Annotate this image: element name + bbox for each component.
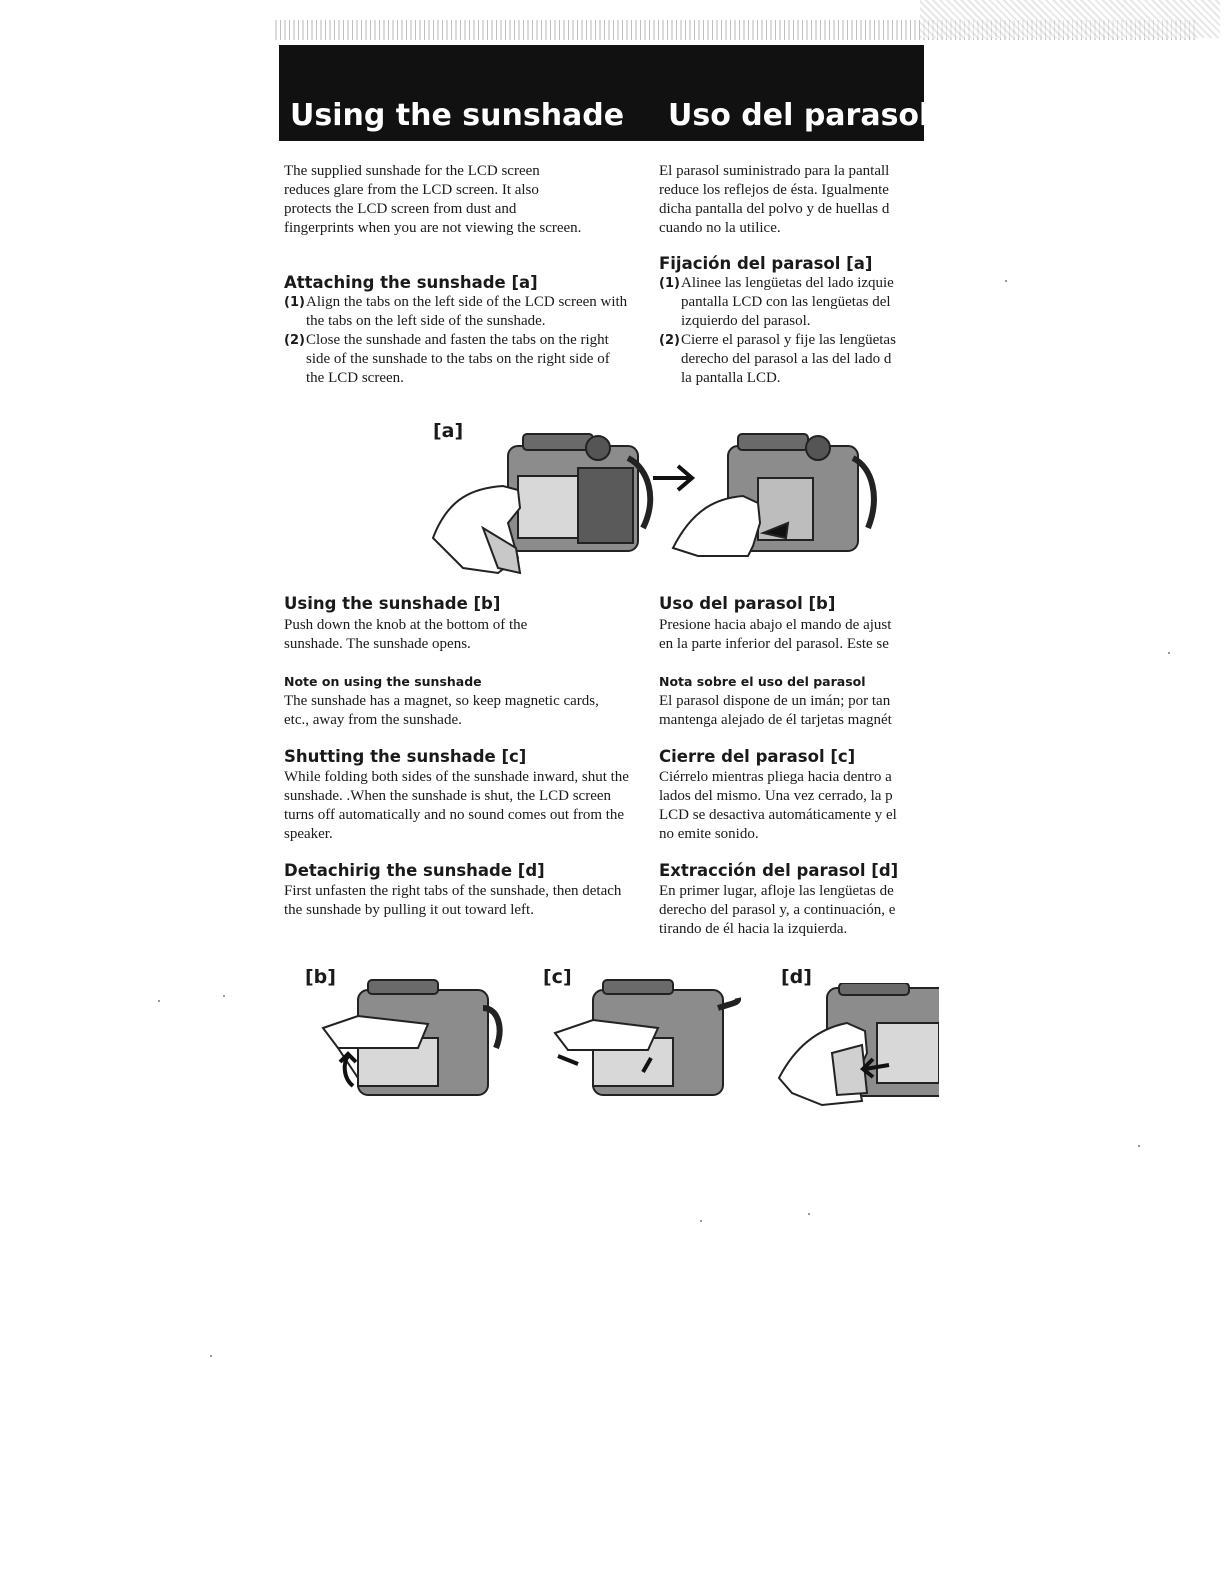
step-item bbox=[659, 274, 934, 331]
scan-speck bbox=[1005, 280, 1007, 282]
shut-heading-en: Shutting the sunshade [c] bbox=[284, 747, 527, 766]
scan-speck bbox=[1138, 1145, 1140, 1147]
text-line: pantalla LCD con las lengüetas del bbox=[681, 294, 891, 310]
step-number: (1) bbox=[284, 295, 305, 310]
text-line: izquierdo del parasol. bbox=[681, 313, 811, 329]
step-number: (2) bbox=[659, 333, 680, 348]
step-number: (1) bbox=[659, 276, 680, 291]
text-line: mantenga alejado de él tarjetas magnét bbox=[659, 712, 892, 728]
text-line: El parasol suministrado para la pantall bbox=[659, 163, 890, 179]
text-line: tirando de él hacia la izquierda. bbox=[659, 921, 848, 937]
intro-paragraph-en: The supplied sunshade for the LCD screen reduces glare from the LCD screen. It also protects the LCD screen from dust and fingerprints when you are not viewing the screen. bbox=[284, 163, 582, 236]
detach-heading-en: Detachirig the sunshade [d] bbox=[284, 861, 545, 880]
text-line: derecho del parasol y, a continuación, e bbox=[659, 902, 896, 918]
step-text: Close the sunshade and fasten the tabs on the right side of the sunshade to the tabs on the right side of the LCD screen. bbox=[306, 332, 610, 386]
intro-text-en bbox=[284, 162, 584, 238]
using-heading-en: Using the sunshade [b] bbox=[284, 594, 501, 613]
page-title-es: Uso del parasol bbox=[668, 98, 930, 133]
step-item bbox=[284, 293, 629, 331]
using-text-es bbox=[659, 616, 934, 654]
page-title-en: Using the sunshade bbox=[290, 98, 625, 133]
attach-heading-en: Attaching the sunshade [a] bbox=[284, 273, 538, 292]
step-number: (2) bbox=[284, 333, 305, 348]
text-line: dicha pantalla del polvo y de huellas d bbox=[659, 201, 890, 217]
figure-d-label: [d] bbox=[781, 966, 812, 988]
shut-text-es bbox=[659, 768, 934, 844]
figure-a-illustration bbox=[428, 428, 888, 576]
figure-b-label: [b] bbox=[305, 966, 336, 988]
scan-speck bbox=[223, 995, 225, 997]
step-text: Align the tabs on the left side of the LCD screen with the tabs on the left side of the sunshade. bbox=[306, 294, 628, 329]
figure-a-label: [a] bbox=[433, 420, 464, 442]
text-line: LCD se desactiva automáticamente y el bbox=[659, 807, 897, 823]
text-line: Ciérrelo mientras pliega hacia dentro a bbox=[659, 769, 892, 785]
detach-heading-es: Extracción del parasol [d] bbox=[659, 861, 899, 880]
text-line: derecho del parasol a las del lado d bbox=[681, 351, 892, 367]
using-heading-es: Uso del parasol [b] bbox=[659, 594, 836, 613]
scan-speck bbox=[808, 1213, 810, 1215]
text-line: reduce los reflejos de ésta. Igualmente bbox=[659, 182, 889, 198]
hand-illustration bbox=[779, 1023, 867, 1105]
hand-illustration bbox=[433, 486, 520, 573]
detach-text-es bbox=[659, 882, 934, 939]
figure-c-label: [c] bbox=[543, 966, 572, 988]
detach-text-en: First unfasten the right tabs of the sunshade, then detach the sunshade by pulling it out toward left. bbox=[284, 883, 622, 918]
camera-illustration bbox=[508, 434, 650, 551]
shut-text-en: While folding both sides of the sunshade inward, shut the sunshade. .When the sunshade is shut, the LCD screen turns off automatically and no sound comes out from the speaker. bbox=[284, 769, 629, 842]
text-line: Presione hacia abajo el mando de ajust bbox=[659, 617, 892, 633]
text-line: Alinee las lengüetas del lado izquie bbox=[681, 275, 894, 291]
arrow-icon bbox=[653, 466, 692, 490]
text-line: El parasol dispone de un imán; por tan bbox=[659, 693, 891, 709]
scan-speck bbox=[158, 1000, 160, 1002]
scan-speck bbox=[210, 1355, 212, 1357]
text-line: no emite sonido. bbox=[659, 826, 759, 842]
text-line: En primer lugar, afloje las lengüetas de bbox=[659, 883, 894, 899]
text-line: la pantalla LCD. bbox=[681, 370, 781, 386]
step-item bbox=[659, 331, 934, 388]
figure-d-illustration bbox=[777, 983, 939, 1108]
note-text-en: The sunshade has a magnet, so keep magnetic cards, etc., away from the sunshade. bbox=[284, 693, 599, 728]
scan-noise-corner bbox=[920, 0, 1220, 38]
attach-steps-en bbox=[284, 293, 629, 388]
intro-text-es bbox=[659, 162, 934, 238]
scan-speck bbox=[1168, 652, 1170, 654]
text-line: cuando no la utilice. bbox=[659, 220, 781, 236]
figure-b-illustration bbox=[318, 978, 508, 1103]
using-text-en: Push down the knob at the bottom of the sunshade. The sunshade opens. bbox=[284, 617, 528, 652]
scan-speck bbox=[700, 1220, 702, 1222]
text-line: lados del mismo. Una vez cerrado, la p bbox=[659, 788, 893, 804]
note-text-es bbox=[659, 692, 934, 730]
attach-steps-es bbox=[659, 274, 934, 388]
shut-heading-es: Cierre del parasol [c] bbox=[659, 747, 856, 766]
attach-heading-es: Fijación del parasol [a] bbox=[659, 254, 873, 273]
text-line: en la parte inferior del parasol. Este se bbox=[659, 636, 889, 652]
figure-c-illustration bbox=[553, 978, 743, 1103]
text-line: Cierre el parasol y fije las lengüetas bbox=[681, 332, 896, 348]
note-heading-es: Nota sobre el uso del parasol bbox=[659, 674, 866, 689]
note-heading-en: Note on using the sunshade bbox=[284, 674, 482, 689]
step-item bbox=[284, 331, 629, 388]
